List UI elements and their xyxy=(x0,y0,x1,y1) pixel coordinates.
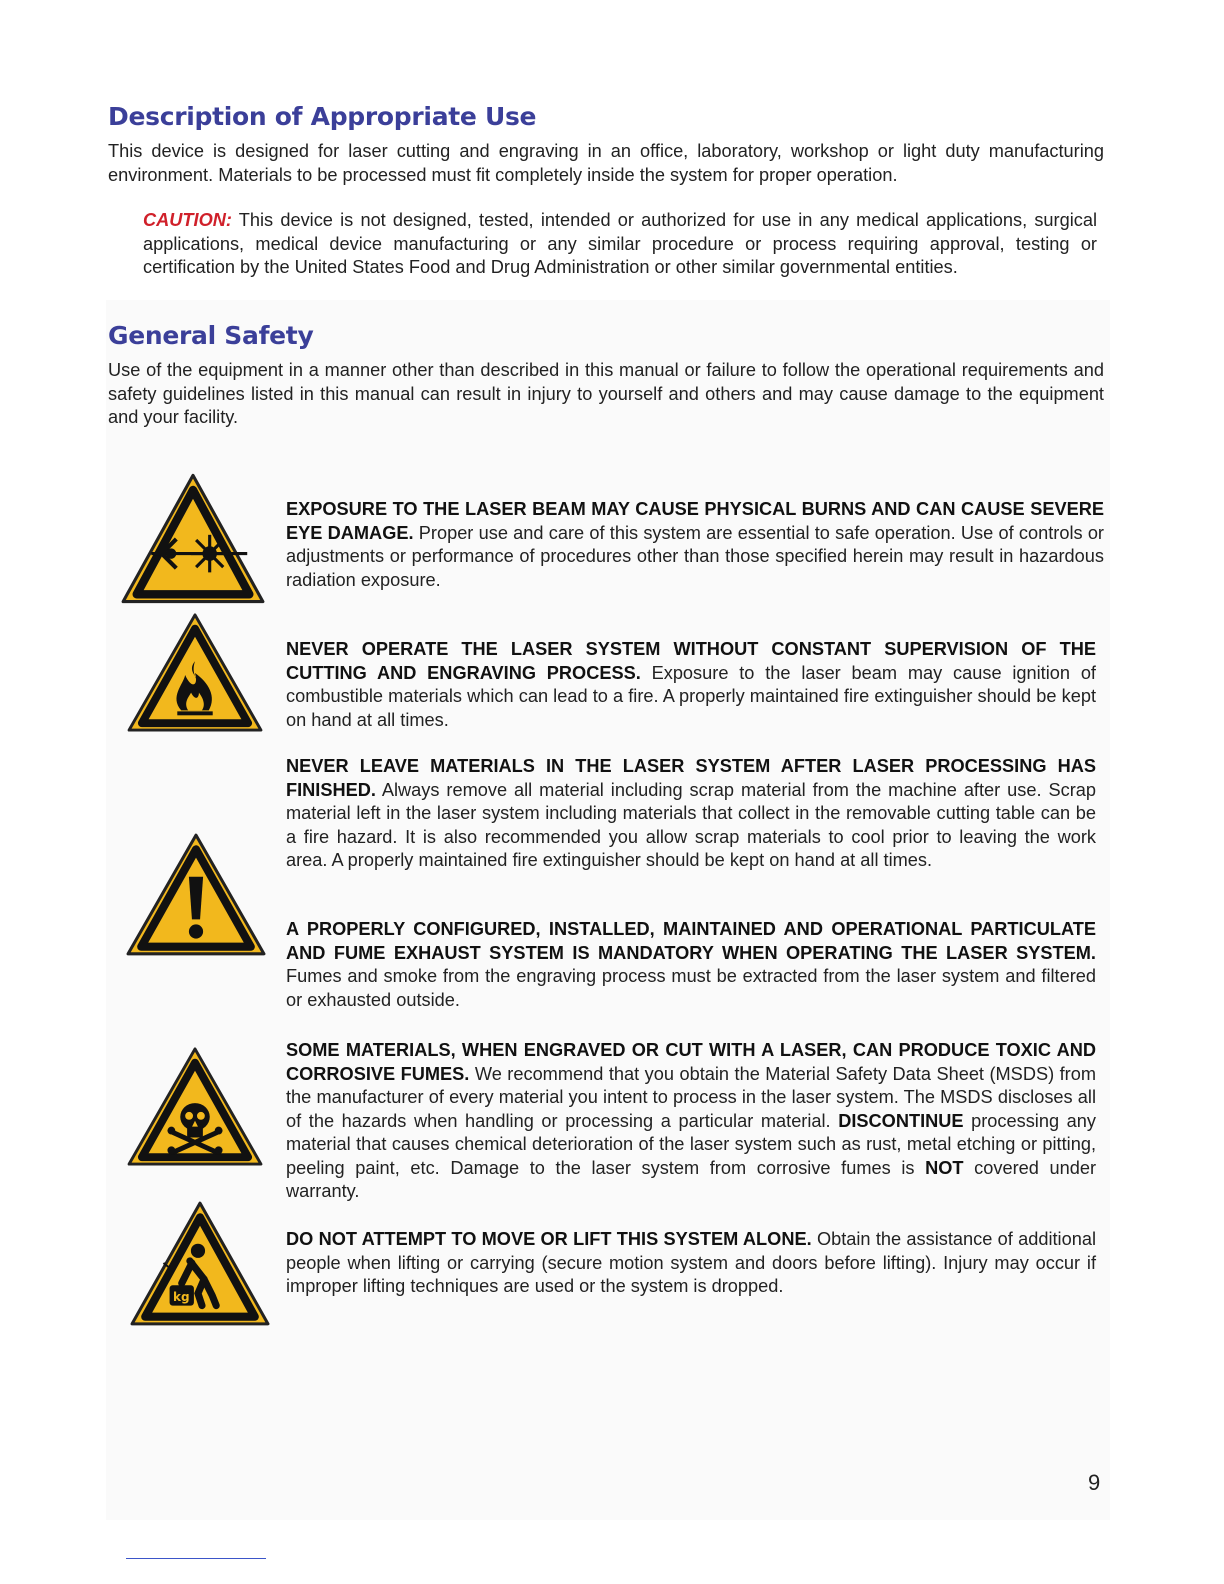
page-number: 9 xyxy=(1088,1470,1101,1495)
section-title-appropriate-use: Description of Appropriate Use xyxy=(108,102,537,131)
caution-text: This device is not designed, tested, intended or authorized for use in any medical applications, surgical applications, medical device manufacturing or any similar procedure or process requiring approval, testing or certification by the United States Food and Drug Administration or other similar governmental entities. xyxy=(143,210,1097,277)
appropriate-use-paragraph: This device is designed for laser cutting and engraving in an office, laboratory, workshop or light duty manufacturing environment. Materials to be processed must fit completely inside the system for proper operation. xyxy=(108,141,1104,185)
warning-text: covered under warranty. xyxy=(286,1157,1097,1201)
warning-heading: NEVER OPERATE THE LASER SYSTEM WITHOUT CONSTANT SUPERVISION OF THE CUTTING AND ENGRAVING PROCESS. xyxy=(286,639,1096,683)
warning-text: Always remove all material including scrap material from the machine after use. Scrap material left in the laser system including materials that collect in the removable cutting table can be a fire hazard. It is also recommended you allow scrap materials to cool prior to leaving the work area. A properly maintained fire extinguisher should be kept on hand at all times. xyxy=(286,779,1096,870)
emphasis-discontinue: DISCONTINUE xyxy=(838,1110,964,1131)
weight-badge: kg xyxy=(173,1290,190,1304)
flammable-warning-icon xyxy=(126,612,264,734)
warning-text: Proper use and care of this system are essential to safe operation. Use of controls or adjustments or performance of procedures other than those specified herein may result in hazardous radiation exposure. xyxy=(286,522,1104,590)
heavy-lifting-warning-icon xyxy=(129,1200,271,1328)
toxic-warning-icon xyxy=(126,1046,264,1168)
laser-radiation-warning-icon xyxy=(120,472,266,606)
warning-heading: EXPOSURE TO THE LASER BEAM MAY CAUSE PHYSICAL BURNS AND CAN CAUSE SEVERE EYE DAMAGE. xyxy=(286,499,1104,543)
footnote-rule xyxy=(126,1558,266,1559)
warning-heading: DO NOT ATTEMPT TO MOVE OR LIFT THIS SYSTEM ALONE. xyxy=(286,1229,812,1249)
warning-lifting xyxy=(286,1228,1096,1299)
warning-laser-exposure xyxy=(286,498,1104,592)
warning-leave-materials xyxy=(286,755,1096,873)
warning-text: Fumes and smoke from the engraving process must be extracted from the laser system and filtered or exhausted outside. xyxy=(286,966,1096,1010)
warning-supervision xyxy=(286,638,1096,732)
general-safety-paragraph: Use of the equipment in a manner other than described in this manual or failure to follow the operational requirements and safety guidelines listed in this manual can result in injury to yourself and others and may cause damage to the equipment and your facility. xyxy=(108,360,1104,427)
section-title-general-safety: General Safety xyxy=(108,321,314,350)
emphasis-not: NOT xyxy=(925,1157,964,1178)
warning-text: Exposure to the laser beam may cause ignition of combustible materials which can lead to a fire. A properly maintained fire extinguisher should be kept on hand at all times. xyxy=(286,662,1096,730)
caution-label: CAUTION: xyxy=(143,210,232,230)
caution-paragraph xyxy=(143,209,1097,280)
warning-heading: A PROPERLY CONFIGURED, INSTALLED, MAINTAINED AND OPERATIONAL PARTICULATE AND FUME EXHAUST SYSTEM IS MANDATORY WHEN OPERATING THE LASER SYSTEM. xyxy=(286,919,1096,963)
warning-heading: SOME MATERIALS, WHEN ENGRAVED OR CUT WITH A LASER, CAN PRODUCE TOXIC AND CORROSIVE FUMES. xyxy=(286,1040,1096,1084)
warning-text: processing any material that causes chemical deterioration of the laser system such as rust, metal etching or pitting, peeling paint, etc. Damage to the laser system from corrosive fumes is xyxy=(286,1110,1096,1178)
warning-exhaust-system xyxy=(286,918,1096,1012)
warning-text: Obtain the assistance of additional people when lifting or carrying (secure motion system and doors before lifting). Injury may occur if improper lifting techniques are used or the system is dropped. xyxy=(286,1229,1096,1296)
general-warning-icon xyxy=(125,832,267,958)
warning-heading: NEVER LEAVE MATERIALS IN THE LASER SYSTEM AFTER LASER PROCESSING HAS FINISHED. xyxy=(286,756,1096,800)
warning-toxic-fumes xyxy=(286,1039,1096,1204)
warning-text: We recommend that you obtain the Material Safety Data Sheet (MSDS) from the manufacturer of every material you intent to process in the laser system. The MSDS discloses all of the hazards when handling or processing a particular material. xyxy=(286,1063,1097,1131)
